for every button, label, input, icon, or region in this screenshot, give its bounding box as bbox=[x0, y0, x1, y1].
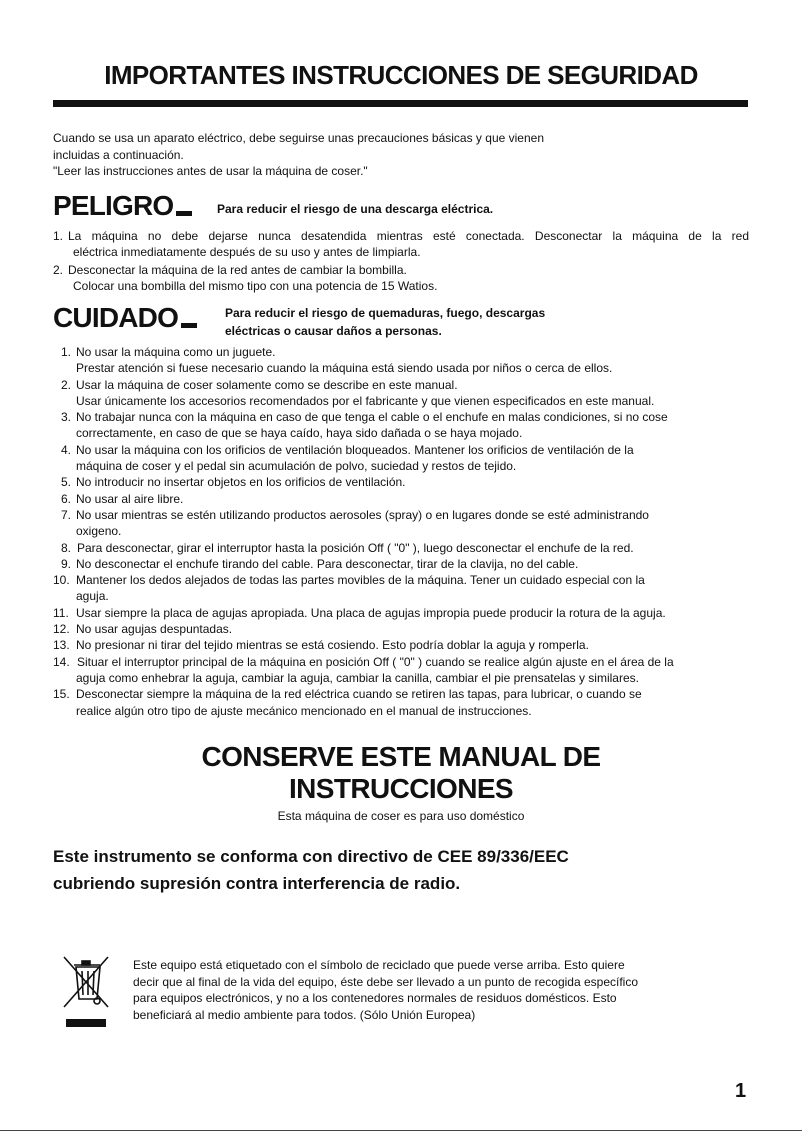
item-text: aguja. bbox=[76, 589, 109, 604]
item-text: realice algún otro tipo de ajuste mecánico mencionado en el manual de instrucciones. bbox=[76, 703, 532, 718]
item-text: aguja como enhebrar la aguja, cambiar la aguja, cambiar la canilla, cambiar el pie prensatelas y similares. bbox=[76, 670, 639, 685]
list-item bbox=[53, 491, 749, 507]
list-item bbox=[53, 377, 749, 410]
item-text: No usar agujas despuntadas. bbox=[76, 622, 233, 637]
peligro-heading: PELIGRO bbox=[53, 190, 174, 221]
item-number: 1. bbox=[61, 345, 72, 359]
cuidado-subtitle-line: eléctricas o causar daños a personas. bbox=[225, 324, 442, 338]
list-item bbox=[53, 262, 749, 295]
weee-text bbox=[133, 957, 696, 1023]
weee-line: beneficiará al medio ambiente para todos. (Sólo Unión Europea) bbox=[133, 1007, 476, 1022]
list-item bbox=[53, 442, 749, 475]
conserve-heading bbox=[0, 741, 802, 805]
item-number: 13. bbox=[53, 638, 70, 653]
page-number: 1 bbox=[735, 1080, 747, 1102]
item-text: La máquina no debe dejarse nunca desatendida mientras esté conectada. Desconectar la máquina de la red bbox=[68, 229, 749, 243]
list-item bbox=[53, 572, 749, 605]
intro-line: "Leer las instrucciones antes de usar la máquina de coser." bbox=[53, 164, 368, 179]
item-text: Usar la máquina de coser solamente como se describe en este manual. bbox=[76, 377, 458, 392]
conserve-line: CONSERVE ESTE MANUAL DE bbox=[201, 741, 601, 772]
list-item bbox=[53, 507, 749, 540]
item-number: 15. bbox=[53, 687, 70, 702]
item-text: Colocar una bombilla del mismo tipo con una potencia de 15 Watios. bbox=[73, 278, 438, 293]
intro-text bbox=[53, 130, 544, 180]
list-item bbox=[53, 556, 749, 572]
domestic-use-note: Esta máquina de coser es para uso doméstico bbox=[277, 809, 525, 823]
cuidado-header bbox=[53, 302, 197, 334]
peligro-subtitle: Para reducir el riesgo de una descarga eléctrica. bbox=[217, 202, 494, 216]
cuidado-subtitle-line: Para reducir el riesgo de quemaduras, fuego, descargas bbox=[225, 306, 546, 320]
item-text: Desconectar siempre la máquina de la red eléctrica cuando se retiren las tapas, para lubricar, o cuando se bbox=[76, 687, 642, 702]
conserve-line: INSTRUCCIONES bbox=[289, 773, 513, 804]
peligro-header bbox=[53, 190, 192, 222]
item-text: Mantener los dedos alejados de todas las partes movibles de la máquina. Tener un cuidado especial con la bbox=[76, 573, 645, 588]
list-item bbox=[53, 686, 749, 719]
item-number: 1. bbox=[53, 229, 64, 243]
item-number: 12. bbox=[53, 622, 70, 637]
list-item bbox=[53, 474, 749, 490]
item-number: 6. bbox=[61, 491, 72, 506]
item-number: 9. bbox=[61, 556, 72, 571]
item-number: 2. bbox=[53, 262, 64, 277]
item-text: correctamente, en caso de que se haya caído, haya sido dañada o se haya mojado. bbox=[76, 426, 523, 441]
item-text: No desconectar el enchufe tirando del cable. Para desconectar, tirar de la clavija, no del cable. bbox=[76, 556, 579, 571]
item-text: No usar mientras se estén utilizando productos aerosoles (spray) o en lugares donde se esté administrando bbox=[76, 507, 649, 522]
item-text: Situar el interruptor principal de la máquina en posición Off ( "0" ) cuando se realice algún ajuste en el área de la bbox=[77, 654, 674, 669]
peligro-list bbox=[53, 228, 749, 294]
list-item bbox=[53, 409, 749, 442]
item-text: No usar al aire libre. bbox=[76, 491, 184, 506]
list-item bbox=[53, 654, 749, 687]
bottom-rule bbox=[0, 1130, 802, 1131]
item-text: No presionar ni tirar del tejido mientras se está cosiendo. Esto podría doblar la aguja y romperla. bbox=[76, 638, 589, 653]
item-text: Desconectar la máquina de la red antes de cambiar la bombilla. bbox=[68, 262, 407, 277]
list-item bbox=[53, 344, 749, 377]
list-item bbox=[53, 637, 749, 653]
item-number: 7. bbox=[61, 507, 72, 522]
item-text: Para desconectar, girar el interruptor hasta la posición Off ( "0" ), luego desconectar el enchufe de la red. bbox=[77, 540, 634, 555]
ce-line: cubriendo supresión contra interferencia de radio. bbox=[53, 874, 461, 893]
item-text: No trabajar nunca con la máquina en caso de que tenga el cable o el enchufe en malas condiciones, si no cose bbox=[76, 410, 668, 425]
item-text: oxigeno. bbox=[76, 524, 122, 539]
heading-dash bbox=[176, 211, 192, 216]
item-number: 14. bbox=[53, 654, 70, 669]
item-number: 11. bbox=[53, 605, 69, 620]
list-item bbox=[53, 605, 749, 621]
item-text: Usar siempre la placa de agujas apropiada. Una placa de agujas impropia puede producir la rotura de la aguja. bbox=[76, 605, 666, 620]
item-text: Prestar atención si fuese necesario cuando la máquina está siendo usada por niños o cerca de ellos. bbox=[76, 361, 613, 376]
item-text: No usar la máquina como un juguete. bbox=[76, 345, 276, 359]
cuidado-list bbox=[53, 344, 749, 719]
item-number: 2. bbox=[61, 377, 72, 392]
cuidado-heading: CUIDADO bbox=[53, 302, 179, 333]
cuidado-subtitle bbox=[225, 304, 545, 340]
item-text: Usar únicamente los accesorios recomendados por el fabricante y que vienen especificados en este manual. bbox=[76, 393, 655, 408]
weee-line: decir que al final de la vida del equipo, éste debe ser llevado a un punto de recogida específico bbox=[133, 974, 639, 989]
ce-compliance bbox=[53, 843, 569, 897]
ce-line: Este instrumento se conforma con directivo de CEE 89/336/EEC bbox=[53, 847, 569, 866]
crossed-out-wheelie-bin-icon bbox=[60, 953, 112, 1031]
item-number: 5. bbox=[61, 475, 72, 490]
item-text: No introducir no insertar objetos en los orificios de ventilación. bbox=[76, 475, 406, 490]
item-number: 10. bbox=[53, 573, 70, 588]
item-text: eléctrica inmediatamente después de su uso y antes de limpiarla. bbox=[73, 245, 421, 260]
item-number: 4. bbox=[61, 442, 72, 457]
weee-line: Este equipo está etiquetado con el símbolo de reciclado que puede verse arriba. Esto quiere bbox=[133, 958, 625, 972]
page-title: IMPORTANTES INSTRUCCIONES DE SEGURIDAD bbox=[104, 60, 698, 90]
item-number: 3. bbox=[61, 410, 72, 425]
title-rule bbox=[53, 100, 748, 107]
item-text: máquina de coser y el pedal sin acumulación de polvo, suciedad y restos de tejido. bbox=[76, 459, 517, 474]
list-item bbox=[53, 228, 749, 261]
item-number: 8. bbox=[61, 540, 72, 555]
heading-dash bbox=[181, 323, 197, 328]
weee-line: para equipos electrónicos, y no a los contenedores normales de residuos domésticos. Esto bbox=[133, 991, 617, 1006]
intro-line: Cuando se usa un aparato eléctrico, debe seguirse unas precauciones básicas y que vienen bbox=[53, 131, 544, 145]
list-item bbox=[53, 621, 749, 637]
intro-line: incluidas a continuación. bbox=[53, 147, 184, 162]
item-text: No usar la máquina con los orificios de ventilación bloqueados. Mantener los orificios de ventilación de la bbox=[76, 442, 634, 457]
list-item bbox=[53, 540, 749, 556]
